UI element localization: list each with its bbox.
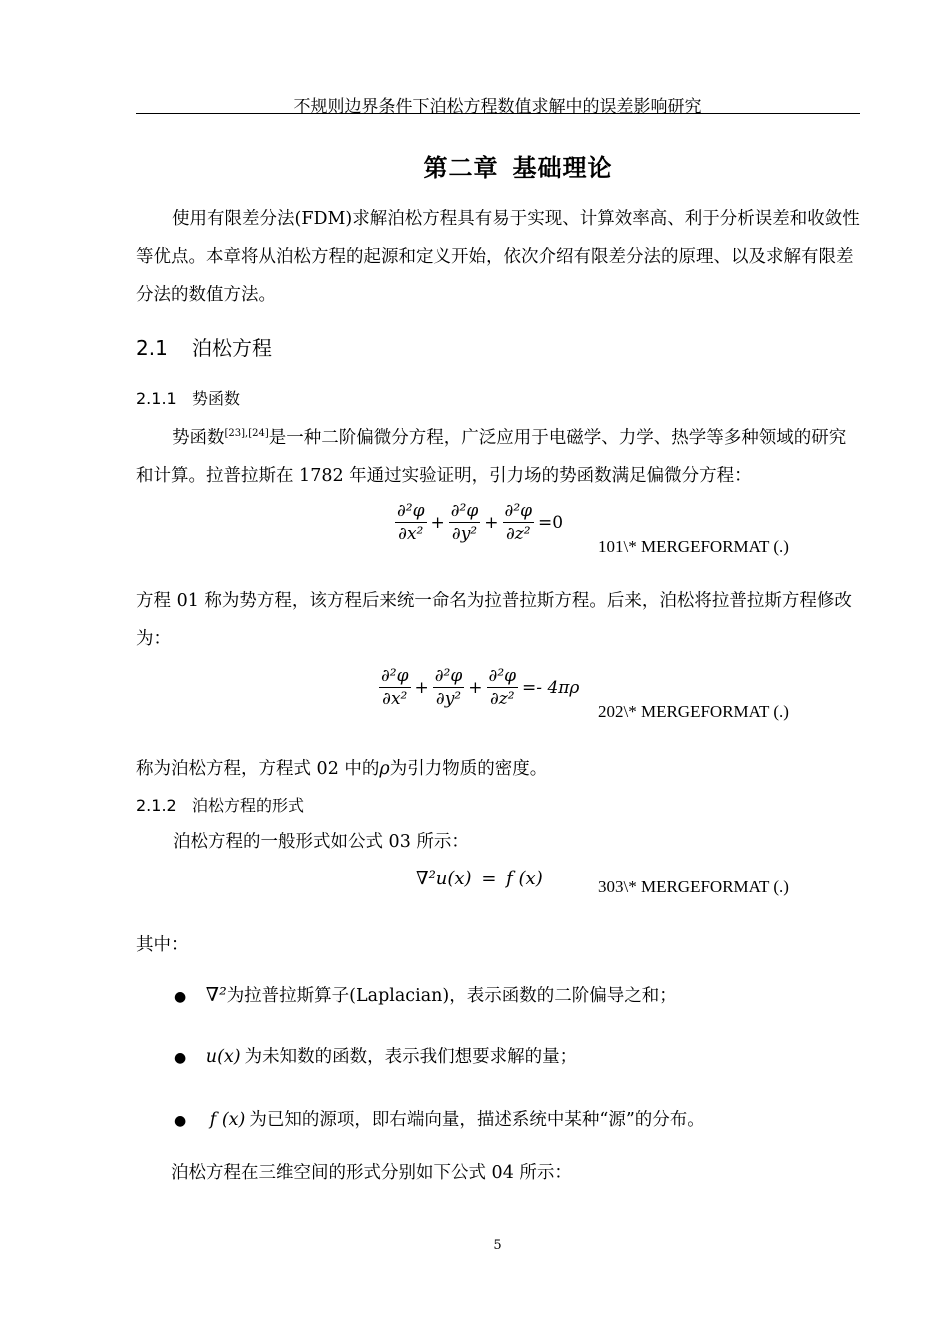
bullet-symbol: ∇² [205, 984, 227, 1006]
equation-label-1: 101\* MERGEFORMAT (.) [598, 537, 789, 556]
bullet-icon: ● [174, 989, 187, 1005]
equation-label-3: 303\* MERGEFORMAT (.) [598, 877, 789, 896]
section-title: 泊松方程 [192, 336, 272, 360]
subsection-number: 2.1.2 [136, 796, 177, 815]
denominator: ∂y² [435, 689, 462, 709]
denominator: ∂x² [382, 689, 408, 709]
equation-poisson: $\frac{\text{∂²φ}}{\text{∂x²}}$ + $\frac{\text{∂²φ}}{\text{∂y²}}$ + $\frac{\text{∂²φ}}{\text{∂z²}}$ =- 4πρ [381, 666, 580, 709]
fraction-y [433, 665, 465, 710]
text-a: 称为泊松方程，方程式 02 中的 [136, 759, 380, 779]
bullet-icon: ● [174, 1050, 187, 1066]
poisson-definition-line [136, 755, 547, 780]
equals-sign: = [481, 868, 497, 889]
subsection-number: 2.1.1 [136, 389, 177, 408]
bullet-symbol: u(x) [205, 1047, 241, 1067]
numerator: ∂²φ [504, 501, 533, 521]
running-header: 不规则边界条件下泊松方程数值求解中的误差影响研究 [293, 97, 702, 117]
equation-rhs: =- 4πρ [522, 677, 580, 698]
equation-rhs: f (x) [506, 868, 543, 889]
equation-label-2: 202\* MERGEFORMAT (.) [598, 702, 789, 721]
section-heading-2-1 [136, 332, 272, 361]
equation-lhs: ∇²u(x) [416, 868, 472, 889]
subsection-heading-2-1-1 [136, 386, 240, 409]
text-b: 为引力物质的密度。 [389, 759, 548, 779]
fraction-z [487, 665, 519, 710]
list-item [174, 1106, 705, 1131]
bullet-symbol: f (x) [209, 1110, 246, 1130]
subsection-title: 势函数 [192, 389, 241, 408]
chapter-number: 第二章 [423, 154, 499, 182]
numerator: ∂²φ [450, 501, 479, 521]
fraction-y [449, 500, 481, 545]
fraction-x [395, 500, 427, 545]
bullet-text: 为拉普拉斯算子(Laplacian)，表示函数的二阶偏导之和； [226, 986, 677, 1006]
denominator: ∂z² [490, 689, 515, 709]
section-number: 2.1 [136, 336, 168, 360]
equation-laplace: $\frac{\text{∂²φ}}{\text{∂x²}}$ + $\frac{\text{∂²φ}}{\text{∂y²}}$ + $\frac{\text{∂²φ}}{\text{∂z²}}$ =0 [397, 501, 564, 544]
list-item [174, 1043, 577, 1068]
paragraph-text: 是一种二阶偏微分方程，广泛应用于电磁学、力学、热学等多种领域的研究和计算。拉普拉斯在 1782 年通过实验证明，引力场的势函数满足偏微分方程： [136, 427, 847, 486]
denominator: ∂y² [451, 524, 478, 544]
fraction-x [379, 665, 411, 710]
subsection-heading-2-1-2 [136, 793, 304, 816]
bullet-text: 为未知数的函数，表示我们想要求解的量； [244, 1047, 578, 1067]
list-item [174, 982, 677, 1007]
laplace-paragraph: 方程 01 称为势方程，该方程后来统一命名为拉普拉斯方程。后来，泊松将拉普拉斯方程修改为： [136, 591, 852, 649]
numerator: ∂²φ [488, 666, 517, 686]
page-number: 5 [493, 1238, 502, 1253]
where-label: 其中： [136, 935, 189, 955]
potential-paragraph [136, 415, 860, 495]
equation-rhs: =0 [538, 512, 564, 533]
intro-paragraph: 使用有限差分法(FDM)求解泊松方程具有易于实现、计算效率高、利于分析误差和收敛性等优点。本章将从泊松方程的起源和定义开始，依次介绍有限差分法的原理、以及求解有限差分法的数值方法。 [136, 209, 860, 305]
bullet-icon: ● [174, 1113, 187, 1129]
rho-symbol: ρ [379, 759, 390, 779]
equation-general [416, 868, 543, 889]
numerator: ∂²φ [381, 666, 409, 686]
paragraph-lead: 势函数 [172, 427, 225, 448]
bullet-text: 为已知的源项，即右端向量，描述系统中某种“源”的分布。 [249, 1110, 705, 1130]
header-divider [136, 113, 860, 114]
denominator: ∂z² [506, 524, 531, 544]
chapter-title [0, 148, 950, 183]
subsection-title: 泊松方程的形式 [192, 796, 305, 815]
numerator: ∂²φ [434, 666, 463, 686]
general-form-line: 泊松方程的一般形式如公式 03 所示： [173, 832, 469, 852]
final-paragraph: 泊松方程在三维空间的形式分别如下公式 04 所示： [171, 1163, 572, 1183]
fraction-z [503, 500, 535, 545]
citation[interactable]: [23],[24] [224, 428, 269, 439]
chapter-name: 基础理论 [512, 154, 613, 182]
denominator: ∂x² [398, 524, 424, 544]
numerator: ∂²φ [397, 501, 425, 521]
